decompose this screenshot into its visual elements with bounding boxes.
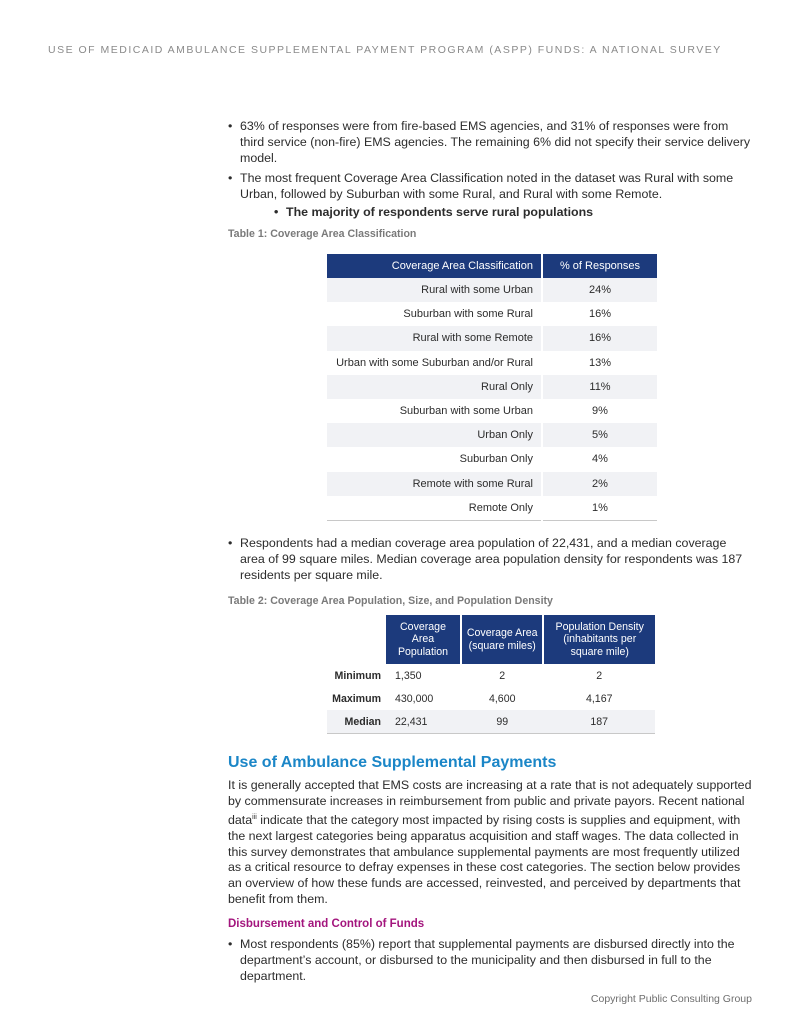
row-label: Maximum (332, 692, 381, 705)
subsection-heading: Disbursement and Control of Funds (228, 917, 425, 930)
classification-cell: Rural with some Remote (327, 326, 542, 350)
table-row (327, 326, 657, 350)
list-item: • 63% of responses were from fire-based EMS agencies, and 31% of responses were from third service (non-fire) EMS agencies. The remaining 6% did not specify their service delivery model. (228, 118, 752, 166)
table-row (327, 496, 657, 521)
percent-cell: 13% (588, 356, 612, 369)
area-cell: 4,600 (488, 692, 516, 705)
population-cell: 1,350 (395, 669, 422, 682)
percent-cell: 16% (542, 326, 657, 350)
population-cell: 430,000 (395, 692, 434, 705)
area-cell: 2 (499, 669, 506, 682)
table-row (327, 447, 657, 471)
table-row (327, 710, 655, 734)
list-item: • Respondents had a median coverage area population of 22,431, and a median coverage area of 99 square miles. Median coverage area population density for respondents was 187 residents per square mile. (228, 535, 752, 583)
classification-cell: Rural with some Urban (327, 278, 542, 302)
classification-cell: Rural Only (327, 375, 542, 399)
density-cell: 4,167 (585, 692, 613, 705)
table2-caption: Table 2: Coverage Area Population, Size, and Population Density (228, 594, 553, 607)
area-cell: 99 (461, 710, 543, 734)
page-content (228, 118, 752, 988)
table-row (327, 302, 657, 326)
population-density-table (327, 615, 655, 735)
row-label: Minimum (334, 669, 381, 682)
column-header: Coverage Area Classification (327, 254, 542, 278)
classification-cell: Suburban with some Urban (327, 399, 542, 423)
density-cell: 187 (543, 710, 655, 734)
table-row (327, 351, 657, 375)
running-header: USE OF MEDICAID AMBULANCE SUPPLEMENTAL PAYMENT PROGRAM (ASPP) FUNDS: A NATIONAL SURVEY (48, 44, 722, 56)
row-label: Median (327, 710, 385, 734)
sub-list-item: • The majority of respondents serve rural populations (274, 204, 752, 220)
population-bullet-list (228, 535, 752, 583)
table-row (327, 375, 657, 399)
percent-cell: 4% (592, 453, 608, 466)
intro-bullet-list (228, 118, 752, 220)
percent-cell: 24% (542, 278, 657, 302)
list-item-text: The most frequent Coverage Area Classification noted in the dataset was Rural with some Urban, followed by Suburban with some Rural, and Rural with some Remote. (240, 171, 734, 201)
sub-bullet-list (240, 204, 752, 220)
table-header-row (327, 254, 657, 278)
column-header: Coverage Area Population (385, 615, 461, 665)
percent-cell: 16% (588, 308, 612, 321)
list-item: • Most respondents (85%) report that supplemental payments are disbursed directly into the department’s account, or disbursed to the municipality and then disbursed in full to the department. (228, 936, 752, 984)
paragraph-text: indicate that the category most impacted by rising costs is supplies and equipment, with the next largest categories being apparatus acquisition and staff wages. The data collected in this survey demonstrates that ambulance supplemental payments are most frequently utilized as a critical resource to defray expenses in these cost categories. The section below provides an overview of how these funds are accessed, reinvested, and perceived by departments that benefit from them. (228, 813, 741, 907)
population-cell: 22,431 (385, 710, 461, 734)
classification-cell: Urban with some Suburban and/or Rural (327, 351, 542, 375)
header-spacer (327, 615, 385, 665)
classification-cell: Suburban with some Rural (327, 302, 542, 326)
paragraph-text: It is generally accepted that EMS costs are increasing at a rate that is not adequately supported by commensurate increases in reimbursement from public and private payors. Recent national data (228, 778, 752, 828)
classification-cell: Remote Only (327, 496, 542, 521)
table-row (327, 687, 655, 710)
disbursement-bullet-list (228, 936, 752, 984)
table1-caption: Table 1: Coverage Area Classification (228, 228, 417, 240)
table-row (327, 664, 655, 687)
table-row (327, 399, 657, 423)
classification-cell: Urban Only (327, 423, 542, 447)
copyright-footer: Copyright Public Consulting Group (590, 993, 752, 1005)
classification-cell: Remote with some Rural (327, 472, 542, 496)
table-header-row (327, 615, 655, 665)
classification-cell: Suburban Only (327, 447, 542, 471)
percent-cell: 11% (542, 375, 657, 399)
percent-cell: 5% (542, 423, 657, 447)
footnote-marker: iii (252, 813, 257, 821)
column-header: % of Responses (542, 254, 657, 278)
density-cell: 2 (596, 669, 603, 682)
table-row (327, 278, 657, 302)
table-row (327, 472, 657, 496)
percent-cell: 2% (542, 472, 657, 496)
percent-cell: 1% (542, 496, 657, 521)
column-header: Coverage Area (square miles) (461, 615, 543, 665)
list-item (228, 170, 752, 220)
section-paragraph (228, 778, 752, 908)
column-header: Population Density (inhabitants per square mile) (543, 615, 655, 665)
percent-cell: 9% (592, 405, 608, 418)
table-row (327, 423, 657, 447)
section-heading: Use of Ambulance Supplemental Payments (228, 754, 557, 772)
coverage-classification-table (327, 254, 657, 521)
